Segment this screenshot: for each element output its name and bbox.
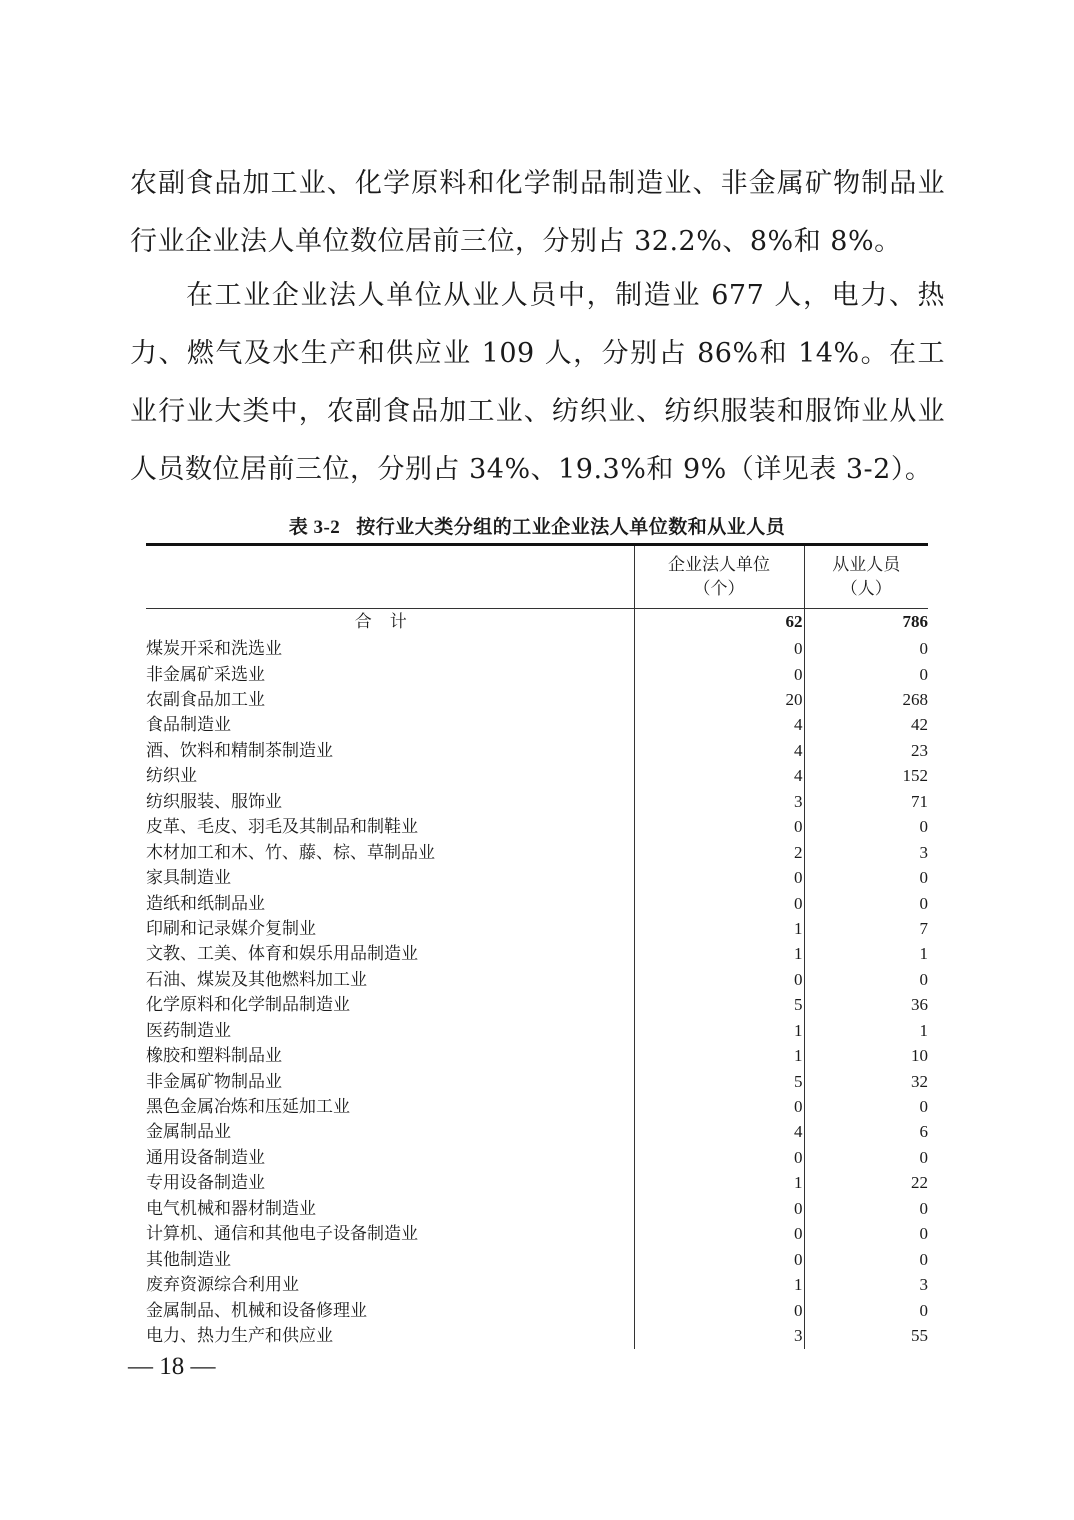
employee-count: 0 bbox=[804, 1196, 928, 1221]
table-row bbox=[146, 1171, 928, 1196]
units-count: 1 bbox=[634, 1171, 804, 1196]
table-row bbox=[146, 1196, 928, 1221]
table-row bbox=[146, 1120, 928, 1145]
table-title: 按行业大类分组的工业企业法人单位数和从业人员 bbox=[356, 517, 786, 538]
body-paragraph-1: 农副食品加工业、化学原料和化学制品制造业、非金属矿物制品业行业企业法人单位数位居前三位，分别占 32.2%、8%和 8%。 bbox=[130, 168, 945, 257]
employee-count: 0 bbox=[804, 865, 928, 890]
table-row bbox=[146, 634, 928, 661]
employee-count: 0 bbox=[804, 1145, 928, 1170]
industry-name: 酒、饮料和精制茶制造业 bbox=[146, 740, 333, 760]
employee-count: 0 bbox=[804, 662, 928, 687]
industry-name: 煤炭开采和洗选业 bbox=[146, 639, 282, 659]
industry-name: 废弃资源综合利用业 bbox=[146, 1275, 299, 1295]
employee-count: 0 bbox=[804, 967, 928, 992]
total-units: 62 bbox=[634, 609, 804, 635]
units-count: 4 bbox=[634, 713, 804, 738]
table-row bbox=[146, 1272, 928, 1297]
table-row bbox=[146, 942, 928, 967]
units-count: 1 bbox=[634, 916, 804, 941]
units-count: 0 bbox=[634, 1094, 804, 1119]
industry-name: 其他制造业 bbox=[146, 1249, 231, 1269]
table-number: 表 3-2 bbox=[288, 517, 341, 538]
total-label: 合计 bbox=[354, 611, 425, 631]
industry-name: 金属制品、机械和设备修理业 bbox=[146, 1300, 367, 1320]
table-row bbox=[146, 1222, 928, 1247]
header-units bbox=[634, 545, 804, 609]
body-paragraph-2: 在工业企业法人单位从业人员中，制造业 677 人，电力、热力、燃气及水生产和供应业 109 人，分别占 86%和 14%。在工业行业大类中，农副食品加工业、纺织业、纺织服装和服饰业从业人员数位居前三位，分别占 34%、19.3%和 9%（详见表 3-2）。 bbox=[130, 280, 945, 485]
table-row bbox=[146, 1018, 928, 1043]
table-row bbox=[146, 1298, 928, 1323]
table-caption bbox=[146, 512, 928, 539]
employee-count: 32 bbox=[804, 1069, 928, 1094]
total-employees: 786 bbox=[804, 609, 928, 635]
industry-name: 医药制造业 bbox=[146, 1020, 231, 1040]
units-count: 1 bbox=[634, 1043, 804, 1068]
units-count: 0 bbox=[634, 1222, 804, 1247]
units-count: 0 bbox=[634, 662, 804, 687]
industry-name: 专用设备制造业 bbox=[146, 1173, 265, 1193]
units-count: 0 bbox=[634, 1145, 804, 1170]
table-row bbox=[146, 865, 928, 890]
employee-count: 23 bbox=[804, 738, 928, 763]
units-count: 4 bbox=[634, 738, 804, 763]
employee-count: 0 bbox=[804, 891, 928, 916]
units-count: 2 bbox=[634, 840, 804, 865]
industry-statistics-table bbox=[146, 543, 928, 1349]
table-row bbox=[146, 662, 928, 687]
units-count: 5 bbox=[634, 1069, 804, 1094]
units-count: 4 bbox=[634, 764, 804, 789]
employee-count: 0 bbox=[804, 1298, 928, 1323]
units-count: 0 bbox=[634, 1298, 804, 1323]
employee-count: 152 bbox=[804, 764, 928, 789]
units-count: 1 bbox=[634, 1272, 804, 1297]
industry-name: 食品制造业 bbox=[146, 715, 231, 735]
table-row bbox=[146, 738, 928, 763]
employee-count: 0 bbox=[804, 1094, 928, 1119]
employee-count: 3 bbox=[804, 1272, 928, 1297]
units-count: 0 bbox=[634, 967, 804, 992]
industry-name: 农副食品加工业 bbox=[146, 690, 265, 710]
industry-name: 纺织业 bbox=[146, 766, 197, 786]
industry-name: 造纸和纸制品业 bbox=[146, 893, 265, 913]
units-count: 0 bbox=[634, 1247, 804, 1272]
table-row bbox=[146, 1323, 928, 1348]
header-units-label: 企业法人单位 bbox=[668, 555, 770, 574]
employee-count: 0 bbox=[804, 1247, 928, 1272]
table-total-row bbox=[146, 609, 928, 635]
industry-name: 皮革、毛皮、羽毛及其制品和制鞋业 bbox=[146, 817, 418, 837]
industry-name: 橡胶和塑料制品业 bbox=[146, 1046, 282, 1066]
units-count: 4 bbox=[634, 1120, 804, 1145]
table-row bbox=[146, 840, 928, 865]
table-row bbox=[146, 1069, 928, 1094]
employee-count: 7 bbox=[804, 916, 928, 941]
industry-name: 纺织服装、服饰业 bbox=[146, 791, 282, 811]
units-count: 20 bbox=[634, 687, 804, 712]
units-count: 0 bbox=[634, 634, 804, 661]
table-row bbox=[146, 687, 928, 712]
table-row bbox=[146, 967, 928, 992]
industry-name: 木材加工和木、竹、藤、棕、草制品业 bbox=[146, 842, 435, 862]
units-count: 1 bbox=[634, 942, 804, 967]
employee-count: 1 bbox=[804, 1018, 928, 1043]
employee-count: 0 bbox=[804, 815, 928, 840]
table-row bbox=[146, 916, 928, 941]
industry-name: 石油、煤炭及其他燃料加工业 bbox=[146, 969, 367, 989]
units-count: 3 bbox=[634, 789, 804, 814]
units-count: 5 bbox=[634, 993, 804, 1018]
units-count: 0 bbox=[634, 865, 804, 890]
employee-count: 3 bbox=[804, 840, 928, 865]
employee-count: 10 bbox=[804, 1043, 928, 1068]
employee-count: 42 bbox=[804, 713, 928, 738]
header-employees bbox=[804, 545, 928, 609]
table-header-row bbox=[146, 545, 928, 609]
industry-name: 非金属矿采选业 bbox=[146, 664, 265, 684]
header-units-unit: （个） bbox=[693, 579, 745, 598]
industry-name: 印刷和记录媒介复制业 bbox=[146, 918, 316, 938]
units-count: 0 bbox=[634, 1196, 804, 1221]
industry-name: 通用设备制造业 bbox=[146, 1147, 265, 1167]
table-row bbox=[146, 993, 928, 1018]
industry-name: 金属制品业 bbox=[146, 1122, 231, 1142]
page-number: — 18 — bbox=[128, 1353, 216, 1380]
table-row bbox=[146, 1094, 928, 1119]
industry-name: 非金属矿物制品业 bbox=[146, 1071, 282, 1091]
header-employees-unit: （人） bbox=[840, 579, 892, 598]
industry-name: 黑色金属冶炼和压延加工业 bbox=[146, 1097, 350, 1117]
table-row bbox=[146, 764, 928, 789]
employee-count: 36 bbox=[804, 993, 928, 1018]
units-count: 0 bbox=[634, 891, 804, 916]
units-count: 3 bbox=[634, 1323, 804, 1348]
table-row bbox=[146, 713, 928, 738]
table-row bbox=[146, 1145, 928, 1170]
industry-name: 计算机、通信和其他电子设备制造业 bbox=[146, 1224, 418, 1244]
header-industry bbox=[146, 545, 634, 609]
employee-count: 1 bbox=[804, 942, 928, 967]
industry-name: 家具制造业 bbox=[146, 868, 231, 888]
table-row bbox=[146, 1247, 928, 1272]
industry-name: 化学原料和化学制品制造业 bbox=[146, 995, 350, 1015]
employee-count: 55 bbox=[804, 1323, 928, 1348]
table-row bbox=[146, 815, 928, 840]
employee-count: 71 bbox=[804, 789, 928, 814]
employee-count: 0 bbox=[804, 1222, 928, 1247]
employee-count: 268 bbox=[804, 687, 928, 712]
industry-name: 电力、热力生产和供应业 bbox=[146, 1325, 333, 1345]
table-row bbox=[146, 789, 928, 814]
industry-name: 电气机械和器材制造业 bbox=[146, 1198, 316, 1218]
industry-name: 文教、工美、体育和娱乐用品制造业 bbox=[146, 944, 418, 964]
table-row bbox=[146, 1043, 928, 1068]
header-employees-label: 从业人员 bbox=[832, 555, 901, 574]
table-row bbox=[146, 891, 928, 916]
employee-count: 0 bbox=[804, 634, 928, 661]
employee-count: 22 bbox=[804, 1171, 928, 1196]
units-count: 0 bbox=[634, 815, 804, 840]
employee-count: 6 bbox=[804, 1120, 928, 1145]
units-count: 1 bbox=[634, 1018, 804, 1043]
